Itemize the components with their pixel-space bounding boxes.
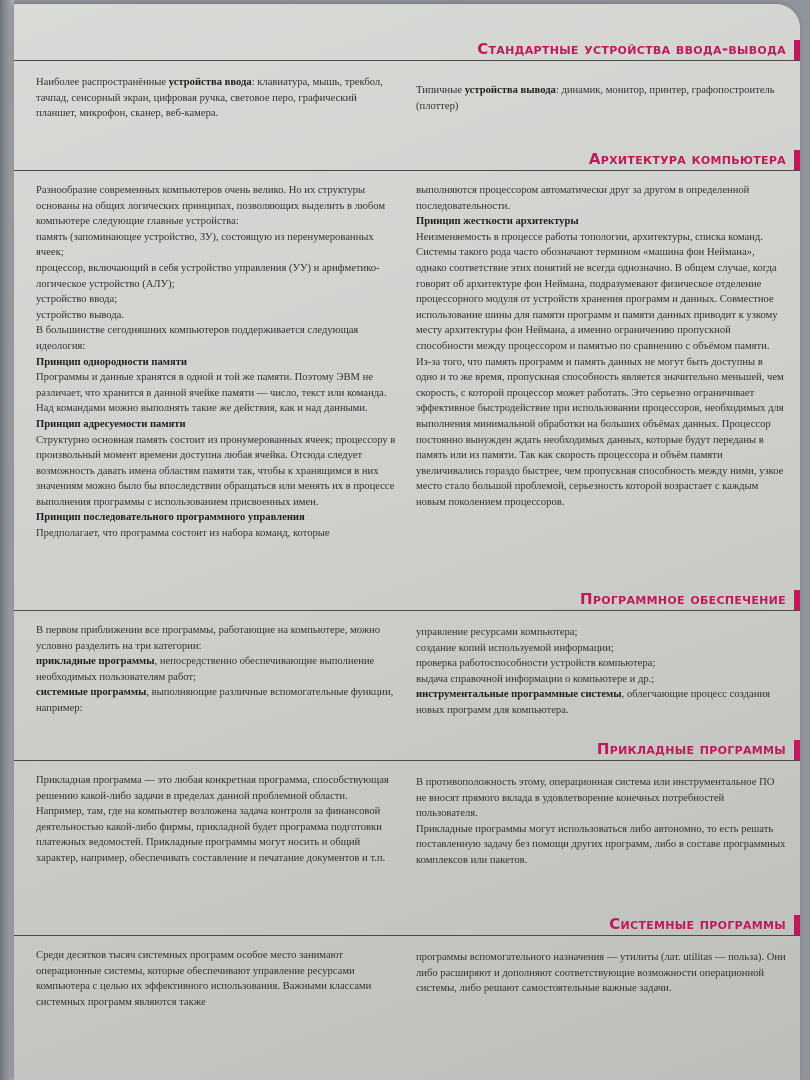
left-column [36,623,398,717]
section-header [14,34,800,61]
paragraph-text: В большинстве сегодняшних компьютеров поддерживается следующая идеология: [36,325,359,352]
bold-term: прикладные программы [36,656,155,668]
paragraph-text: программы вспомогательного назначения — утилиты (лат. utilitas — польза). Они либо расширяют и дополняют соответствующие возможности операционной системы, либо решают самостоятельные важные задачи. [416,952,786,995]
paragraph-text: выполняются процессором автоматически друг за другом в определенной последовательности. [416,185,750,212]
textbook-page [14,4,800,1080]
paragraph [416,672,786,688]
bold-term: Принцип однородности памяти [36,356,188,368]
section-title: Стандартные устройства ввода-вывода [477,40,786,58]
paragraph-text: Предполагает, что программа состоит из набора команд, которые [36,528,330,540]
paragraph [416,230,786,246]
paragraph-text: устройство ввода; [36,294,118,306]
left-column [36,773,398,867]
paragraph-text: Разнообразие современных компьютеров очень велико. Но их структуры основаны на общих логических принципах, позволяющих выделить в любом компьютере следующие главные устройства: [36,185,386,228]
paragraph [36,355,398,371]
section-title: Архитектура компьютера [588,150,786,168]
paragraph [36,323,398,354]
accent-bar [794,590,800,610]
paragraph [36,685,398,716]
bold-term: системные программы [36,687,147,699]
section-header [14,144,800,171]
paragraph [416,687,786,718]
right-column [416,625,786,719]
paragraph [36,510,398,526]
bold-term: устройства вывода [464,85,556,96]
paragraph-text: Системы такого рода часто обозначают термином «машина фон Неймана», однако соответствие этих понятий не всегда однозначно. В общем случае, когда говорят об архитектуре фон Неймана, подразумевают физическое отделение процессорного модуля от устройств хранения программ и данных. Совместное использование шины для памяти программ и памяти данных приводит к узкому месту архитектуры фон Неймана, а именно ограничению пропускной способности между процессором и памятью по сравнению с объёмом памяти. Из-за того, что память программ и память данных не могут быть доступны в одно и то же время, пропускная способность является значительно меньшей, чем скорость, с которой процессор может работать. Это серьезно ограничивает эффективное быстродействие при использовании процессоров, необходимых для выполнения минимальной обработки на больших объёмах данных. Процессор постоянно вынужден ждать необходимых данных, которые будут переданы в память или из памяти. Так как скорость процессора и объём памяти увеличивались гораздо быстрее, чем пропускная способность между ними, узкое место стало большой проблемой, серьезность которой возрастает с каждым новым поколением процессоров. [416,247,784,508]
paragraph [36,292,398,308]
section-header [14,584,800,611]
accent-bar [794,915,800,935]
paragraph [36,623,398,654]
left-column [36,75,398,122]
paragraph [416,83,786,114]
section-system [14,909,800,1008]
paragraph [416,775,786,822]
paragraph-text: устройство вывода. [36,309,125,321]
paragraph [36,308,398,324]
right-column [416,775,786,869]
section-title: Системные программы [609,915,786,933]
accent-bar [794,150,800,170]
paragraph [36,948,398,1010]
paragraph [416,950,786,997]
paragraph-text: Программы и данные хранятся в одной и той же памяти. Поэтому ЭВМ не различает, что хранится в данной ячейке памяти — число, текст или команда. Над командами можно выполнять такие же действия, как и над данными. [36,372,387,415]
paragraph-text: проверка работоспособности устройств компьютера; [416,658,656,670]
section-architecture [14,144,800,540]
bold-term: Принцип адресуемости памяти [36,418,186,430]
paragraph-text: , облегчающие процесс создания новых программ для компьютера. [416,689,770,716]
page-binding-edge [0,0,14,1080]
paragraph [36,526,398,542]
paragraph [36,417,398,433]
paragraph-text: Прикладная программа — это любая конкретная программа, способствующая решению какой-либо задачи в пределах данной проблемной области. Например, там, где на компьютер возложена задача контроля за финансовой деятельностью какой-либо фирмы, прикладной будет программа подготовки платежных ведомостей. Прикладные программы могут носить и общий характер, например, обеспечивать составление и печатание документов и т.п. [36,775,389,864]
paragraph-text: Среди десятков тысяч системных программ особое место занимают операционные системы, которые обеспечивают управление ресурсами компьютера с целью их эффективного использования. Важными классами системных программ являются также [36,950,372,1008]
paragraph [416,656,786,672]
paragraph-text: , непосредственно обеспечивающие выполнение необходимых пользователям работ; [36,656,375,683]
bold-term: инструментальные программные системы [416,689,622,701]
paragraph-text: выдача справочной информации о компьютере и др.; [416,673,655,685]
paragraph [416,822,786,869]
section-io [14,34,800,121]
paragraph [36,183,398,230]
section-header [14,909,800,936]
paragraph [36,75,398,122]
bold-term: Принцип жесткости архитектуры [416,216,579,228]
paragraph-text: Структурно основная память состоит из пронумерованных ячеек; процессору в произвольный момент времени доступна любая ячейка. Отсюда следует возможность давать имена областям памяти так, чтобы к хранящимся в них значениям можно было бы впоследствии обращаться или менять их в процессе выполнения программы с использованием присвоенных имен. [36,434,396,508]
paragraph [416,245,786,510]
paragraph [36,370,398,417]
paragraph-text: управление ресурсами компьютера; [416,627,578,638]
section-title: Программное обеспечение [579,590,786,608]
left-column [36,183,398,542]
paragraph [36,433,398,511]
paragraph-text: создание копий используемой информации; [416,642,614,654]
section-software [14,584,800,716]
paragraph [416,183,786,214]
accent-bar [794,40,800,60]
paragraph-text: Неизменяемость в процессе работы топологии, архитектуры, списка команд. [416,231,763,243]
section-header [14,734,800,761]
right-column [416,183,786,510]
section-title: Прикладные программы [596,740,786,758]
paragraph-text: Прикладные программы могут использоваться либо автономно, то есть решать поставленную задачу без помощи других программ, либо в составе программных комплексов или пакетов. [416,823,786,866]
paragraph-text: : динамик, монитор, принтер, графопостроитель (плоттер) [416,85,775,112]
paragraph-text: , выполняющие различные вспомогательные функции, например: [36,687,394,714]
paragraph-text: память (запоминающее устройство, ЗУ), состоящую из перенумерованных ячеек; [36,231,374,259]
paragraph [416,214,786,230]
paragraph [36,230,398,261]
paragraph [36,773,398,867]
paragraph [36,261,398,292]
right-column [416,950,786,997]
paragraph-text: Наиболее распространённые [36,77,169,88]
bold-term: Принцип последовательного программного управления [36,512,305,524]
section-applications [14,734,800,866]
paragraph [36,654,398,685]
left-column [36,948,398,1010]
paragraph-text: процессор, включающий в себя устройство управления (УУ) и арифметико-логическое устройство (АЛУ); [36,262,380,290]
paragraph-text: : клавиатура, мышь, трекбол, тачпад, сенсорный экран, цифровая ручка, световое перо, графический планшет, микрофон, сканер, веб-камера. [36,77,383,120]
bold-term: устройства ввода [168,77,252,88]
paragraph [416,641,786,657]
accent-bar [794,740,800,760]
paragraph-text: Типичные [416,85,465,96]
paragraph-text: В противоположность этому, операционная система или инструментальное ПО не вносят прямого вклада в удовлетворение конечных потребностей пользователя. [416,777,775,820]
paragraph [416,625,786,641]
paragraph-text: В первом приближении все программы, работающие на компьютере, можно условно разделить на три категории: [36,625,381,652]
right-column [416,83,786,114]
